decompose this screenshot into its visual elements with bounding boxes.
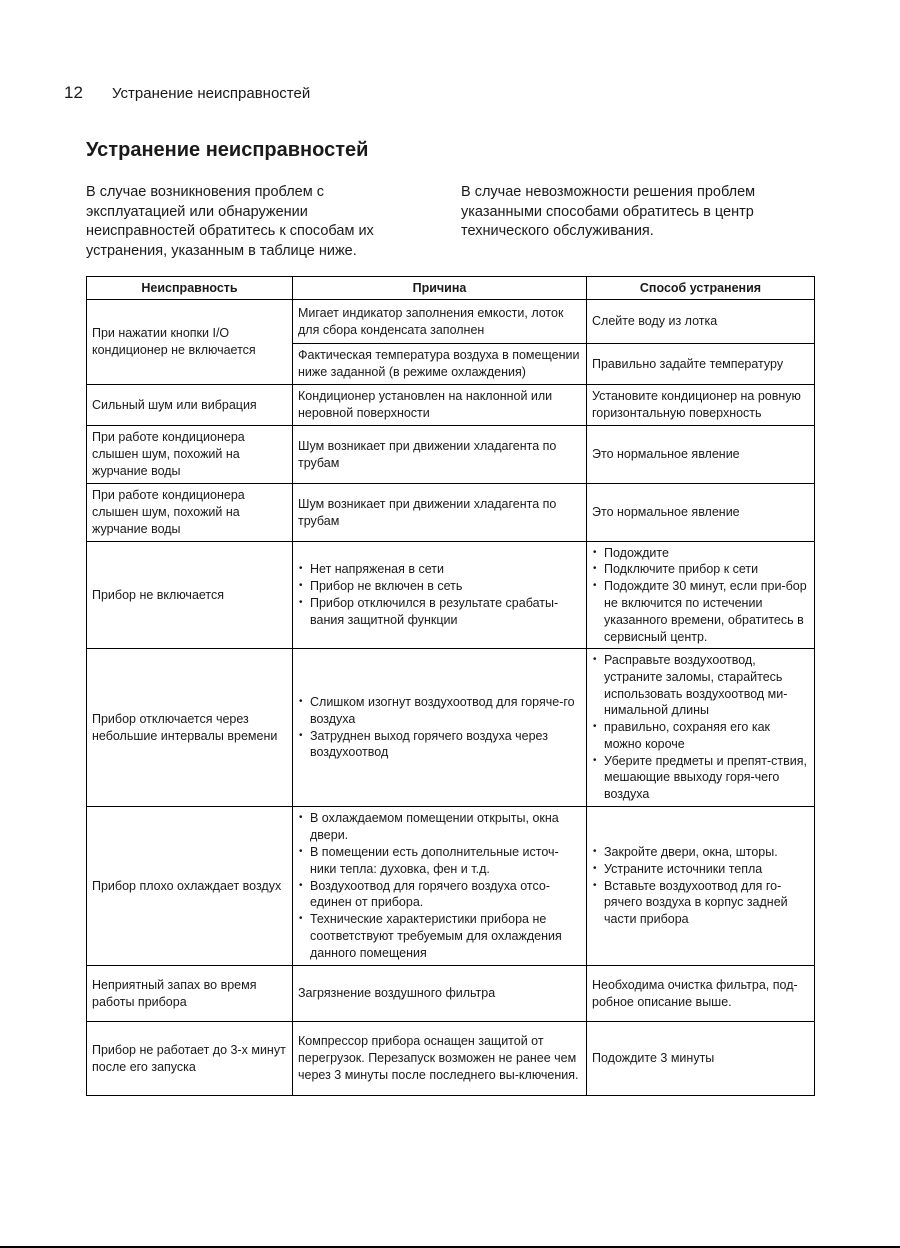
cause-cell: Кондиционер установлен на наклонной или неровной поверхности — [293, 385, 587, 426]
page-number: 12 — [64, 83, 83, 102]
page-title: Устранение неисправностей — [86, 139, 369, 161]
list-item: • В помещении есть дополнительные источ-ники тепла: духовка, фен и т.д. — [298, 844, 581, 878]
solution-cell — [587, 542, 815, 649]
table-row — [87, 542, 815, 649]
solution-cell: Необходима очистка фильтра, под-робное описание выше. — [587, 966, 815, 1022]
troubleshooting-table — [86, 276, 815, 1096]
list-item: • правильно, сохраняя его как можно короче — [592, 719, 809, 753]
list-item: • Технические характеристики прибора не соответствуют требуемым для охлаждения данного помещения — [298, 911, 581, 961]
list-item: • Устраните источники тепла — [592, 861, 809, 878]
header-solution: Способ устранения — [587, 277, 815, 300]
solution-list — [592, 545, 809, 646]
table-row — [87, 649, 815, 807]
cause-cell: Шум возникает при движении хладагента по трубам — [293, 426, 587, 484]
list-item: • Нет напряженая в сети — [298, 561, 581, 578]
solution-list — [592, 652, 809, 803]
page-header — [64, 83, 310, 103]
solution-cell: Правильно задайте температуру — [587, 344, 815, 385]
table-row — [87, 300, 815, 344]
list-item: • Подождите — [592, 545, 809, 562]
list-item: • В охлаждаемом помещении открыты, окна двери. — [298, 810, 581, 844]
solution-cell: Подождите 3 минуты — [587, 1022, 815, 1096]
problem-cell: Прибор не включается — [87, 542, 293, 649]
solution-cell — [587, 807, 815, 966]
cause-cell: Фактическая температура воздуха в помещении ниже заданной (в режиме охлаждения) — [293, 344, 587, 385]
intro-paragraph-left: В случае возникновения проблем с эксплуатацией или обнаружении неисправностей обратитесь к способам их устранения, указанным в таблице ниже. — [86, 184, 374, 259]
list-item: • Подключите прибор к сети — [592, 561, 809, 578]
cause-cell: Загрязнение воздушного фильтра — [293, 966, 587, 1022]
problem-cell: Прибор не работает до 3-х минут после его запуска — [87, 1022, 293, 1096]
table-row — [87, 484, 815, 542]
problem-cell: Прибор плохо охлаждает воздух — [87, 807, 293, 966]
cause-cell — [293, 649, 587, 807]
problem-cell: Прибор отключается через небольшие интервалы времени — [87, 649, 293, 807]
solution-cell: Это нормальное явление — [587, 484, 815, 542]
list-item: • Прибор отключился в результате срабаты-вания защитной функции — [298, 595, 581, 629]
table-row — [87, 966, 815, 1022]
list-item: • Расправьте воздухоотвод, устраните заломы, старайтесь использовать воздухоотвод ми-нимальной длины — [592, 652, 809, 719]
problem-cell: При нажатии кнопки I/O кондиционер не включается — [87, 300, 293, 385]
solution-cell — [587, 649, 815, 807]
list-item: • Уберите предметы и препят-ствия, мешающие ввыходу горя-чего воздуха — [592, 753, 809, 803]
header-problem: Неисправность — [87, 277, 293, 300]
cause-cell — [293, 542, 587, 649]
list-item: • Закройте двери, окна, шторы. — [592, 844, 809, 861]
header-cause: Причина — [293, 277, 587, 300]
table-row — [87, 426, 815, 484]
list-item: • Прибор не включен в сеть — [298, 578, 581, 595]
solution-cell: Установите кондиционер на ровную горизонтальную поверхность — [587, 385, 815, 426]
list-item: • Подождите 30 минут, если при-бор не включится по истечении указанного времени, обратитесь в сервисный центр. — [592, 578, 809, 645]
cause-cell: Компрессор прибора оснащен защитой от перегрузок. Перезапуск возможен не ранее чем через 3 минуты после последнего вы-ключения. — [293, 1022, 587, 1096]
table-row — [87, 807, 815, 966]
cause-cell — [293, 807, 587, 966]
list-item: • Воздухоотвод для горячего воздуха отсо-единен от прибора. — [298, 878, 581, 912]
cause-list — [298, 561, 581, 628]
problem-cell: Сильный шум или вибрация — [87, 385, 293, 426]
table-header-row — [87, 277, 815, 300]
cause-cell: Шум возникает при движении хладагента по трубам — [293, 484, 587, 542]
running-section-title: Устранение неисправностей — [112, 85, 311, 102]
problem-cell: Неприятный запах во время работы прибора — [87, 966, 293, 1022]
list-item: • Затруднен выход горячего воздуха через воздухоотвод — [298, 728, 581, 762]
solution-cell: Это нормальное явление — [587, 426, 815, 484]
solution-list — [592, 844, 809, 928]
problem-cell: При работе кондиционера слышен шум, похожий на журчание воды — [87, 426, 293, 484]
intro-paragraph-right: В случае невозможности решения проблем указанными способами обратитесь в центр технического обслуживания. — [461, 184, 756, 240]
table-row — [87, 385, 815, 426]
cause-cell: Мигает индикатор заполнения емкости, лоток для сбора конденсата заполнен — [293, 300, 587, 344]
problem-cell: При работе кондиционера слышен шум, похожий на журчание воды — [87, 484, 293, 542]
solution-cell: Слейте воду из лотка — [587, 300, 815, 344]
list-item: • Слишком изогнут воздухоотвод для горяче-го воздуха — [298, 694, 581, 728]
cause-list — [298, 694, 581, 761]
cause-list — [298, 810, 581, 961]
list-item: • Вставьте воздухоотвод для го-рячего воздуха в корпус задней части прибора — [592, 878, 809, 928]
table-row — [87, 1022, 815, 1096]
